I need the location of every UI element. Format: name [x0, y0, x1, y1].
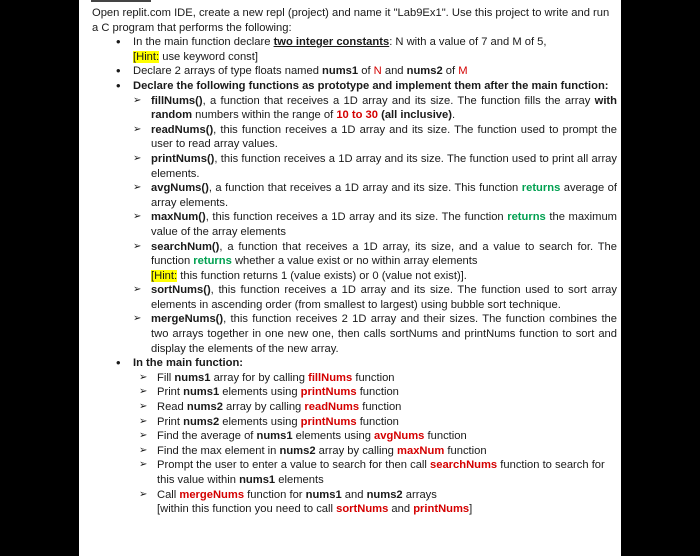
- step-item: ➢ Find the average of nums1 elements using avgNums function: [139, 429, 617, 444]
- bullet-arrays: • Declare 2 arrays of type floats named nums1 of N and nums2 of M: [92, 64, 617, 79]
- bullet-functions: • Declare the following functions as prototype and implement them after the main function: ➢ fillNums(), a function that receives a 1D array and its size. The function fills the array with random numbers within the range of 10 to 30 (all inclusive). ➢ readNums(), this function receives a 1D array and its size. The function used to prompt the user to read array values. ➢ printNums(), this function receives a 1D array and its size. The function used to print all array elements. ➢ avgNums(), a function that receives a 1D array and its size. This function returns average of array elements. ➢ maxNum(), this function receives a 1D array and its size. The function returns the maximum value of the array elements ➢ searchNum(), a function that receives a 1D array, its size, and a value to search for. The function returns whether a value exist or no within array elements [Hint: this function returns 1 (value exists) or 0 (value not exist)]. ➢ sortNums(), this function receives a 1D array and its size. The function used to sort array elements in ascending order (from smallest to largest) using bubble sort technique. ➢ mergeNums(), this function receives 2 1D array and their sizes. The function combines the two arrays together in one new one, then calls sortNums and printNums function to sort and display the elements of the new array.: [92, 79, 617, 356]
- bullet-constants: • In the main function declare two integer constants: N with a value of 7 and M of 5, [Hint: use keyword const]: [92, 35, 617, 64]
- step-item: ➢ Prompt the user to enter a value to search for then call searchNums function to search for this value within nums1 elements: [139, 458, 617, 487]
- step-item: ➢ Call mergeNums function for nums1 and nums2 arrays [within this function you need to call sortNums and printNums]: [139, 488, 617, 517]
- top-rule: [91, 0, 151, 2]
- step-item: ➢ Fill nums1 array for by calling fillNums function: [139, 371, 617, 386]
- function-item: ➢ searchNum(), a function that receives a 1D array, its size, and a value to search for. The function returns whether a value exist or no within array elements [Hint: this function returns 1 (value exists) or 0 (value not exist)].: [133, 240, 617, 284]
- document-page: [79, 0, 621, 556]
- function-item: ➢ maxNum(), this function receives a 1D array and its size. The function returns the maximum value of the array elements: [133, 210, 617, 239]
- hint-highlight: [Hint:: [151, 269, 178, 282]
- function-item: ➢ fillNums(), a function that receives a 1D array and its size. The function fills the array with random numbers within the range of 10 to 30 (all inclusive).: [133, 94, 617, 123]
- emphasis: two integer constants: [273, 36, 390, 49]
- step-item: ➢ Print nums1 elements using printNums function: [139, 385, 617, 400]
- function-item: ➢ readNums(), this function receives a 1D array and its size. The function used to prompt the user to read array values.: [133, 123, 617, 152]
- bullet-main-function: • In the main function: ➢ Fill nums1 array for by calling fillNums function ➢ Print nums1 elements using printNums function ➢ Read nums2 array by calling readNums function ➢ Print nums2 elements using printNums function ➢ Find the average of nums1 elements using avgNums function ➢ Find the max element in nums2 array by calling maxNum function ➢ Prompt the user to enter a value to search for then call searchNums function to search for this value within nums1 elements ➢ Call mergeNums function for nums1 and nums2 arrays [within this function you need to call sortNums and printNums]: [92, 356, 617, 517]
- intro-paragraph: Open replit.com IDE, create a new repl (project) and name it "Lab9Ex1". Use this project to write and run a C program that performs the following:: [92, 7, 610, 34]
- hint-highlight: [Hint:: [133, 50, 160, 63]
- function-item: ➢ avgNums(), a function that receives a 1D array and its size. This function returns average of array elements.: [133, 181, 617, 210]
- main-steps-list: [139, 371, 617, 517]
- main-bullet-list: [92, 35, 617, 517]
- step-item: ➢ Read nums2 array by calling readNums function: [139, 400, 617, 415]
- function-item: ➢ sortNums(), this function receives a 1D array and its size. The function used to sort array elements in ascending order (from smallest to largest) using bubble sort technique.: [133, 283, 617, 312]
- lab-instructions: [92, 6, 617, 517]
- step-item: ➢ Find the max element in nums2 array by calling maxNum function: [139, 444, 617, 459]
- function-item: ➢ printNums(), this function receives a 1D array and its size. The function used to print all array elements.: [133, 152, 617, 181]
- function-item: ➢ mergeNums(), this function receives 2 1D array and their sizes. The function combines the two arrays together in one new one, then calls sortNums and printNums function to sort and display the elements of the new array.: [133, 312, 617, 356]
- step-item: ➢ Print nums2 elements using printNums function: [139, 415, 617, 430]
- function-list: [133, 94, 617, 357]
